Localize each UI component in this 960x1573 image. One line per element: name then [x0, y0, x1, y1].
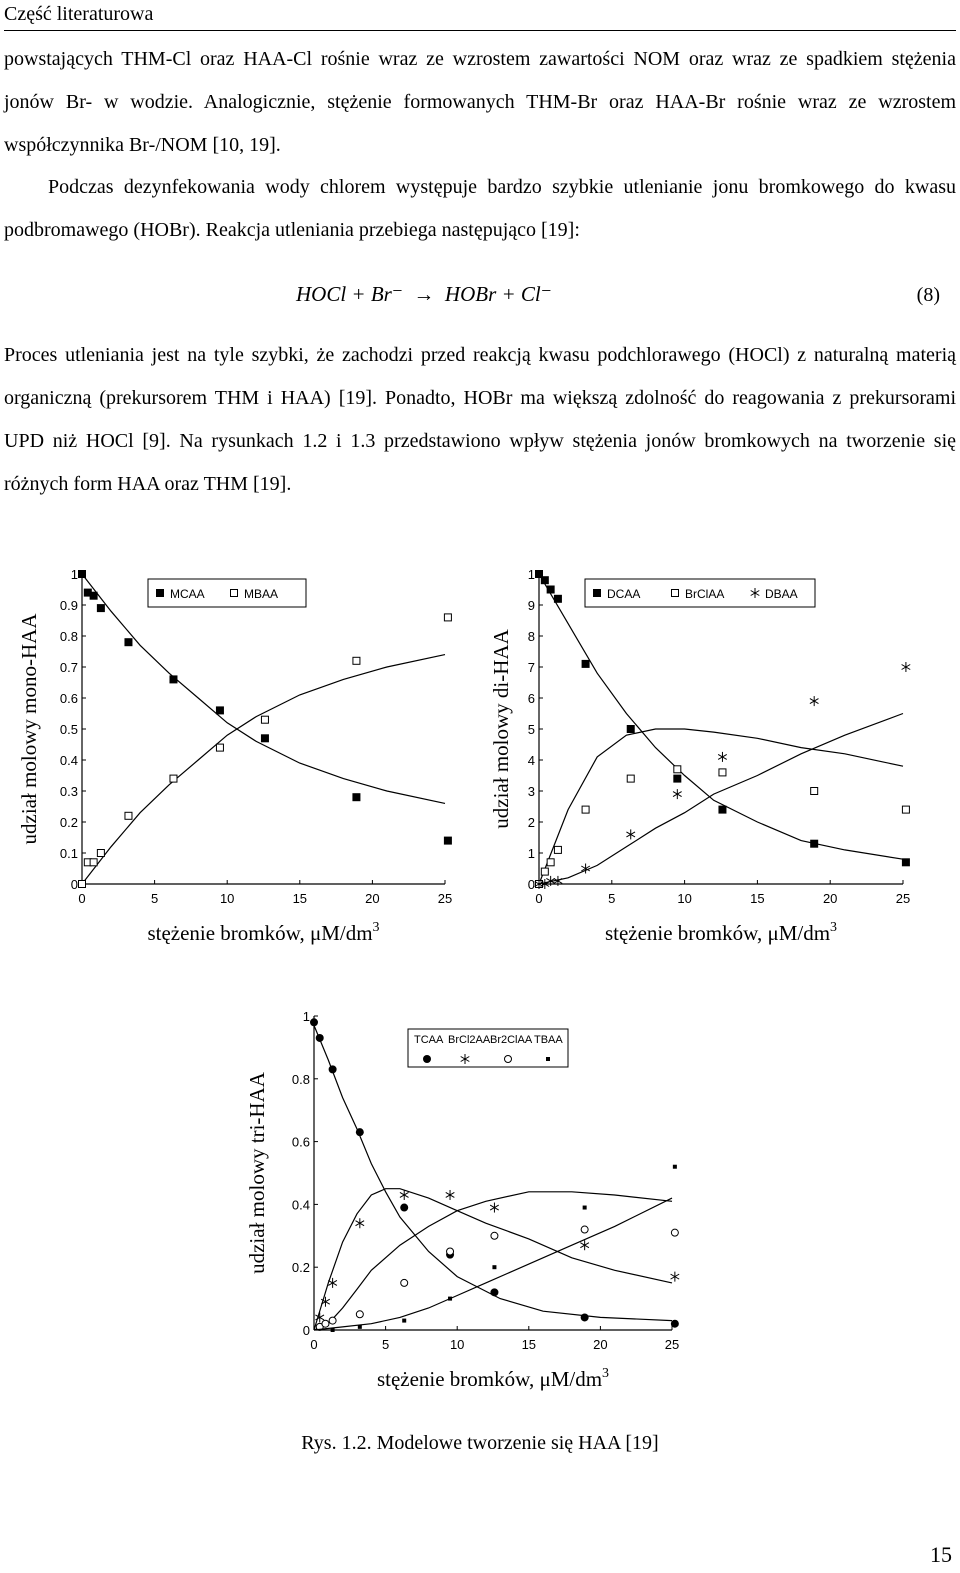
- data-point-tcaa: [316, 1034, 324, 1042]
- data-point-brclaa: [811, 788, 818, 795]
- x-axis-label: stężenie bromków, $\mu M/dm^3$: [376, 1366, 610, 1391]
- data-point-mcaa: [90, 592, 98, 600]
- data-point-tcaa: [400, 1204, 408, 1212]
- y-tick-label: 0.4: [291, 1197, 310, 1213]
- y-tick-label: 1: [302, 1009, 310, 1024]
- data-point-brclaa: [582, 806, 589, 813]
- fit-curve-brcl2aa: [314, 1189, 672, 1330]
- data-point-tcaa: [671, 1320, 679, 1328]
- x-tick-label: 5: [608, 891, 616, 906]
- data-point-brcl2aa: [580, 1240, 589, 1250]
- y-tick-label: 9: [527, 598, 535, 613]
- fit-curve-tcaa: [314, 1025, 672, 1320]
- x-tick-label: 15: [521, 1337, 537, 1352]
- data-point-tcaa: [356, 1128, 364, 1136]
- data-point-br2claa: [447, 1248, 454, 1255]
- fit-curve-mcaa: [82, 574, 445, 803]
- y-tick-label: 5: [527, 722, 535, 737]
- fit-curve-dbaa: [539, 714, 903, 885]
- paragraph-2: Podczas dezynfekowania wody chlorem występuje bardzo szybkie utlenianie jonu bromkowego do kwasu podbromawego (HOBr). Reakcja utleniania przebiega następująco [19]:: [4, 176, 956, 241]
- y-axis-label: udział molowy mono-HAA: [17, 613, 41, 845]
- data-point-brclaa: [554, 846, 561, 853]
- data-point-tcaa: [329, 1065, 337, 1073]
- paragraph-1: powstających THM-Cl oraz HAA-Cl rośnie wraz ze wzrostem zawartości NOM oraz wraz ze spadkiem stężenia jonów Br- w wodzie. Analogicznie, stężenie formowanych THM-Br oraz HAA-Br rośnie wraz ze wzrostem współczynnika Br-/NOM [10, 19].: [4, 48, 956, 156]
- legend-marker-brclaa: [672, 590, 679, 597]
- y-tick-label: 0.1: [59, 846, 78, 861]
- data-point-mcaa: [169, 675, 177, 683]
- legend-marker-tbaa: [546, 1057, 550, 1061]
- x-tick-label: 20: [593, 1337, 608, 1352]
- y-tick-label: 4: [527, 753, 535, 768]
- data-point-dbaa: [902, 662, 911, 672]
- data-point-mcaa: [97, 604, 105, 612]
- data-point-dcaa: [810, 840, 818, 848]
- fit-curve-tbaa: [314, 1198, 672, 1330]
- y-tick-label: 0.2: [291, 1260, 310, 1276]
- x-tick-label: 15: [292, 891, 308, 906]
- legend: [148, 579, 306, 607]
- data-point-tbaa: [331, 1328, 335, 1332]
- legend-marker-dcaa: [593, 589, 601, 597]
- legend-label-dbaa: DBAA: [765, 587, 798, 601]
- series-brcl2aa: [314, 1189, 679, 1330]
- x-tick-label: 25: [437, 891, 453, 906]
- data-point-dcaa: [673, 775, 681, 783]
- y-tick-label: 0.3: [59, 784, 78, 799]
- legend-label-mcaa: MCAA: [170, 587, 205, 601]
- data-point-mbaa: [261, 716, 268, 723]
- data-point-tbaa: [583, 1206, 587, 1210]
- data-point-dcaa: [718, 806, 726, 814]
- data-point-mbaa: [97, 850, 104, 857]
- legend-label-dcaa: DCAA: [607, 587, 641, 601]
- chart-tri-haa: [240, 1000, 680, 1400]
- y-tick-label: 0.6: [59, 691, 78, 706]
- data-point-brclaa: [541, 868, 548, 875]
- equation-8: HOCl + Br⁻ → HOBr + Cl⁻: [296, 282, 552, 306]
- legend-label-tcaa: TCAA: [414, 1034, 444, 1046]
- y-tick-label: 0.5: [59, 722, 78, 737]
- series-mbaa: [79, 614, 452, 888]
- x-tick-label: 20: [365, 891, 380, 906]
- data-point-brclaa: [902, 806, 909, 813]
- x-tick-label: 5: [381, 1337, 390, 1352]
- data-point-br2claa: [401, 1279, 408, 1286]
- data-point-mcaa: [352, 793, 360, 801]
- y-tick-label: 1: [527, 846, 535, 861]
- data-point-br2claa: [329, 1317, 336, 1324]
- data-point-dcaa: [547, 586, 555, 594]
- x-tick-label: 0: [535, 891, 543, 906]
- y-tick-label: 2: [527, 815, 535, 830]
- data-point-dcaa: [554, 595, 562, 603]
- data-point-mbaa: [170, 775, 177, 782]
- data-point-mbaa: [216, 744, 223, 751]
- series-dcaa: [535, 570, 910, 866]
- page-number: 15: [930, 1542, 952, 1567]
- y-axis-label: udział molowy di-HAA: [489, 629, 513, 829]
- x-tick-label: 0: [78, 891, 86, 906]
- fit-curve-mbaa: [82, 655, 445, 884]
- y-tick-label: 0.7: [59, 660, 78, 675]
- y-tick-label: 0.2: [59, 815, 78, 830]
- chart-mono-haa: [0, 560, 470, 960]
- data-point-dbaa: [626, 829, 635, 839]
- data-point-mcaa: [444, 837, 452, 845]
- y-tick-label: 0: [70, 877, 78, 892]
- data-point-dcaa: [627, 725, 635, 733]
- data-point-mbaa: [90, 859, 97, 866]
- data-point-mbaa: [444, 614, 451, 621]
- legend-marker-tcaa: [423, 1055, 431, 1063]
- data-point-br2claa: [356, 1311, 363, 1318]
- y-tick-label: 6: [527, 691, 535, 706]
- data-point-brclaa: [719, 769, 726, 776]
- data-point-tbaa: [673, 1165, 677, 1169]
- data-point-br2claa: [491, 1232, 498, 1239]
- y-tick-label: 0.6: [291, 1134, 310, 1150]
- y-tick-label: 1: [527, 567, 535, 582]
- y-tick-label: 0.8: [59, 629, 78, 644]
- data-point-br2claa: [581, 1226, 588, 1233]
- legend: [408, 1029, 568, 1067]
- legend-marker-mcaa: [156, 589, 164, 597]
- fit-curve-br2claa: [314, 1192, 672, 1330]
- figure-caption: Rys. 1.2. Modelowe tworzenie się HAA [19]: [301, 1432, 659, 1454]
- data-point-tbaa: [448, 1297, 452, 1301]
- data-point-tcaa: [310, 1018, 318, 1026]
- data-point-mbaa: [125, 812, 132, 819]
- y-tick-label: 3: [527, 784, 535, 799]
- data-point-dcaa: [902, 858, 910, 866]
- x-tick-label: 5: [150, 891, 159, 906]
- legend-label-brclaa: BrClAA: [685, 587, 725, 601]
- running-header: Część literaturowa: [4, 0, 956, 31]
- data-point-br2claa: [322, 1320, 329, 1327]
- x-tick-label: 15: [750, 891, 765, 906]
- data-point-brcl2aa: [356, 1218, 365, 1228]
- x-tick-label: 20: [822, 891, 838, 906]
- data-point-mbaa: [79, 881, 86, 888]
- data-point-brclaa: [627, 775, 634, 782]
- x-tick-label: 25: [664, 1337, 680, 1352]
- x-tick-label: 10: [449, 1337, 465, 1352]
- legend-label-br2claa: Br2ClAA: [490, 1034, 533, 1046]
- y-tick-label: 0.9: [59, 598, 78, 613]
- data-point-tcaa: [581, 1313, 589, 1321]
- legend-label-brcl2aa: BrCl2AA: [448, 1034, 491, 1046]
- series-mcaa: [78, 570, 452, 845]
- y-tick-label: 0: [527, 877, 535, 892]
- series-br2claa: [314, 1192, 678, 1331]
- x-tick-label: 25: [895, 891, 911, 906]
- data-point-mbaa: [353, 657, 360, 664]
- legend-label-tbaa: TBAA: [534, 1034, 563, 1046]
- x-tick-label: 10: [677, 891, 692, 906]
- x-axis-label: stężenie bromków, $\mu M/dm^3$: [604, 920, 838, 945]
- data-point-br2claa: [671, 1229, 678, 1236]
- data-point-dcaa: [582, 660, 590, 668]
- data-point-brclaa: [674, 766, 681, 773]
- data-point-mcaa: [124, 638, 132, 646]
- legend: [585, 579, 815, 607]
- data-point-brclaa: [547, 859, 554, 866]
- series-tbaa: [314, 1165, 677, 1332]
- data-point-mcaa: [216, 706, 224, 714]
- y-tick-label: 7: [527, 660, 535, 675]
- data-point-mcaa: [261, 734, 269, 742]
- y-axis-label: udział molowy tri-HAA: [245, 1072, 269, 1274]
- x-axis-label: stężenie bromków, $\mu M/dm^3$: [147, 920, 380, 945]
- data-point-brcl2aa: [671, 1272, 680, 1282]
- y-tick-label: 0.4: [59, 753, 78, 768]
- data-point-brcl2aa: [446, 1190, 455, 1200]
- data-point-brcl2aa: [490, 1203, 499, 1213]
- data-point-tcaa: [490, 1288, 498, 1296]
- data-point-tbaa: [358, 1325, 362, 1329]
- x-tick-label: 10: [219, 891, 235, 906]
- fit-curve-dcaa: [539, 574, 903, 859]
- data-point-dbaa: [810, 696, 819, 706]
- y-tick-label: 0.8: [291, 1071, 310, 1087]
- data-point-mcaa: [78, 570, 86, 578]
- equation-number: (8): [916, 284, 940, 306]
- x-tick-label: 0: [310, 1337, 318, 1352]
- data-point-tbaa: [492, 1265, 496, 1269]
- paragraph-3: Proces utleniania jest na tyle szybki, że zachodzi przed reakcją kwasu podchlorawego (HOCl) z naturalną materią organiczną (prekursorem THM i HAA) [19]. Ponadto, HOBr ma większą zdolność do reagowania z prekursorami UPD niż HOCl [9]. Na rysunkach 1.2 i 1.3 przedstawiono wpływ stężenia jonów bromkowych na tworzenie się różnych form HAA oraz THM [19].: [4, 344, 956, 495]
- legend-label-mbaa: MBAA: [244, 587, 279, 601]
- y-tick-label: 0: [302, 1323, 310, 1338]
- data-point-dcaa: [541, 576, 549, 584]
- legend-marker-br2claa: [505, 1056, 512, 1063]
- data-point-dbaa: [673, 789, 682, 799]
- y-tick-label: 8: [527, 629, 535, 644]
- y-tick-label: 1: [70, 567, 78, 582]
- legend-marker-mbaa: [231, 590, 238, 597]
- chart-di-haa: [478, 560, 948, 960]
- data-point-tbaa: [402, 1319, 406, 1323]
- data-point-dbaa: [718, 752, 727, 762]
